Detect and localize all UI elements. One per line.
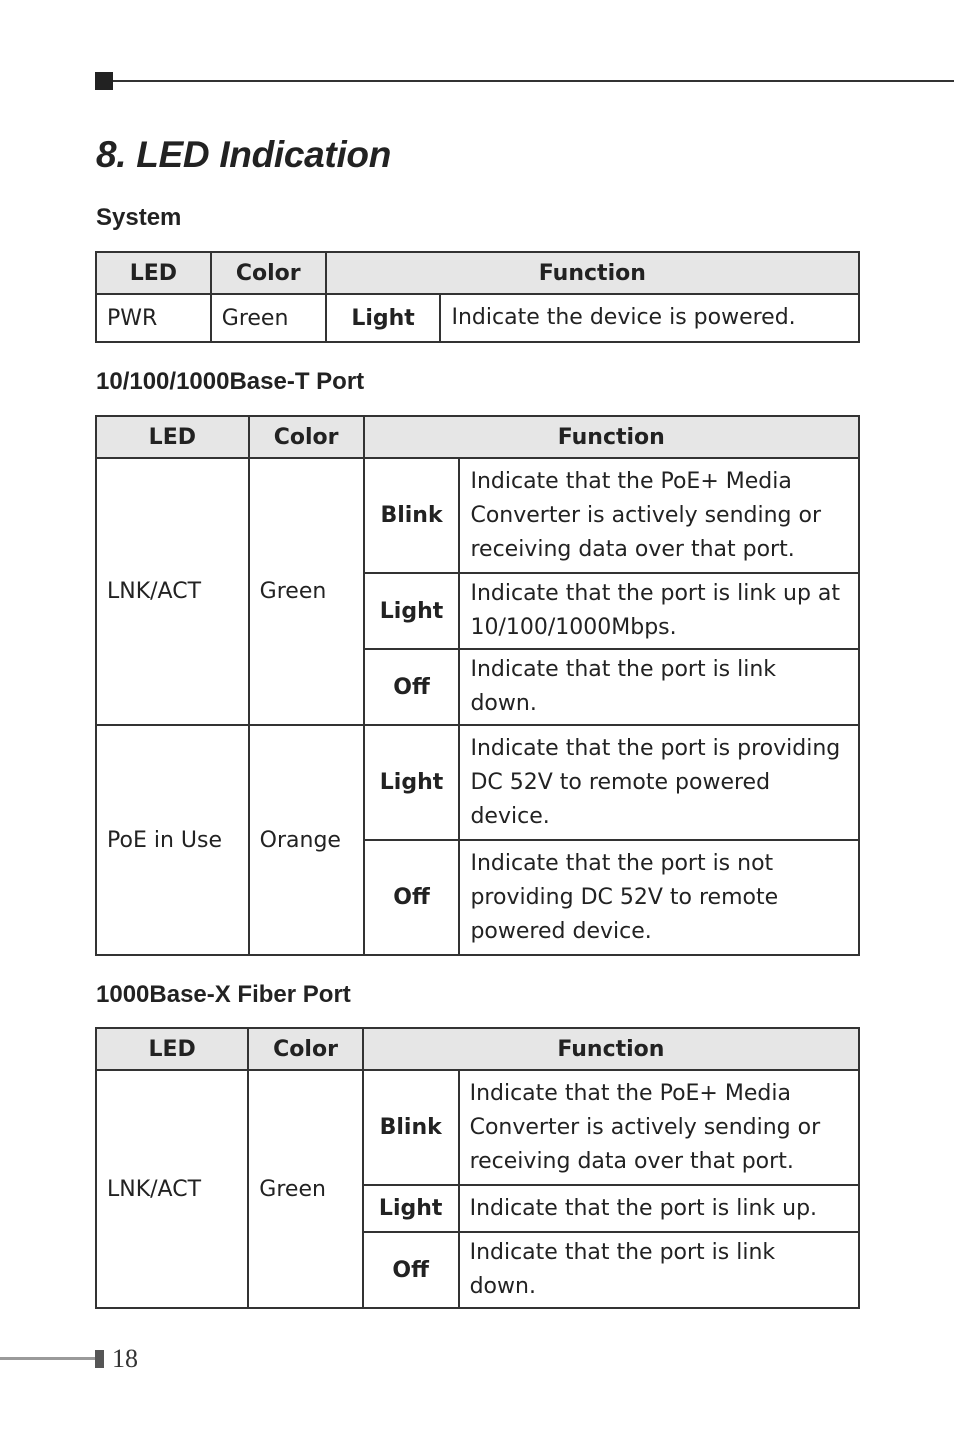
header-led: LED	[96, 252, 211, 294]
page-number: 18	[112, 1344, 138, 1373]
led-name-cell: PoE in Use	[96, 725, 249, 955]
header-function: Function	[363, 1028, 859, 1070]
led-state-cell: Light	[326, 294, 441, 342]
footer-square-marker	[95, 1350, 104, 1368]
table-row	[96, 294, 859, 342]
led-state-cell: Off	[363, 1232, 459, 1308]
section-title-system: System	[96, 204, 182, 231]
header-function: Function	[326, 252, 859, 294]
led-color-cell: Green	[211, 294, 326, 342]
table-row	[96, 1070, 859, 1185]
table-row	[96, 725, 859, 840]
led-name-cell: LNK/ACT	[96, 1070, 248, 1308]
led-state-cell: Off	[364, 840, 460, 955]
section-title-fiber-port: 1000Base-X Fiber Port	[96, 981, 351, 1008]
header-function: Function	[364, 416, 859, 458]
led-function-cell: Indicate that the PoE+ Media Converter is actively sending or receiving data over that port.	[459, 1070, 859, 1185]
system-led-table	[95, 251, 860, 343]
header-rule	[113, 80, 954, 82]
copper-port-led-table	[95, 415, 860, 956]
led-function-cell: Indicate that the port is not providing DC 52V to remote powered device.	[459, 840, 859, 955]
led-state-cell: Blink	[364, 458, 460, 573]
led-function-cell: Indicate that the port is link down.	[459, 649, 859, 725]
header-color: Color	[211, 252, 326, 294]
header-led: LED	[96, 416, 249, 458]
led-function-cell: Indicate the device is powered.	[440, 294, 859, 342]
led-color-cell: Green	[249, 458, 364, 725]
header-color: Color	[249, 416, 364, 458]
led-state-cell: Light	[364, 573, 460, 649]
footer-rule	[0, 1357, 95, 1360]
led-state-cell: Light	[364, 725, 460, 840]
table-header-row	[96, 1028, 859, 1070]
led-function-cell: Indicate that the port is link down.	[459, 1232, 859, 1308]
led-state-cell: Off	[364, 649, 460, 725]
table-row	[96, 458, 859, 573]
header-color: Color	[248, 1028, 362, 1070]
table-header-row	[96, 416, 859, 458]
page-title: 8. LED Indication	[96, 134, 392, 175]
led-color-cell: Green	[248, 1070, 362, 1308]
led-function-cell: Indicate that the port is link up at 10/100/1000Mbps.	[459, 573, 859, 649]
led-name-cell: PWR	[96, 294, 211, 342]
led-color-cell: Orange	[249, 725, 364, 955]
header-square-marker	[95, 72, 113, 90]
led-state-cell: Blink	[363, 1070, 459, 1185]
led-name-cell: LNK/ACT	[96, 458, 249, 725]
table-header-row	[96, 252, 859, 294]
section-title-copper-port: 10/100/1000Base-T Port	[96, 368, 365, 395]
header-led: LED	[96, 1028, 248, 1070]
led-function-cell: Indicate that the port is providing DC 52V to remote powered device.	[459, 725, 859, 840]
led-function-cell: Indicate that the port is link up.	[459, 1185, 859, 1232]
fiber-port-led-table	[95, 1027, 860, 1309]
led-function-cell: Indicate that the PoE+ Media Converter is actively sending or receiving data over that port.	[459, 458, 859, 573]
led-state-cell: Light	[363, 1185, 459, 1232]
